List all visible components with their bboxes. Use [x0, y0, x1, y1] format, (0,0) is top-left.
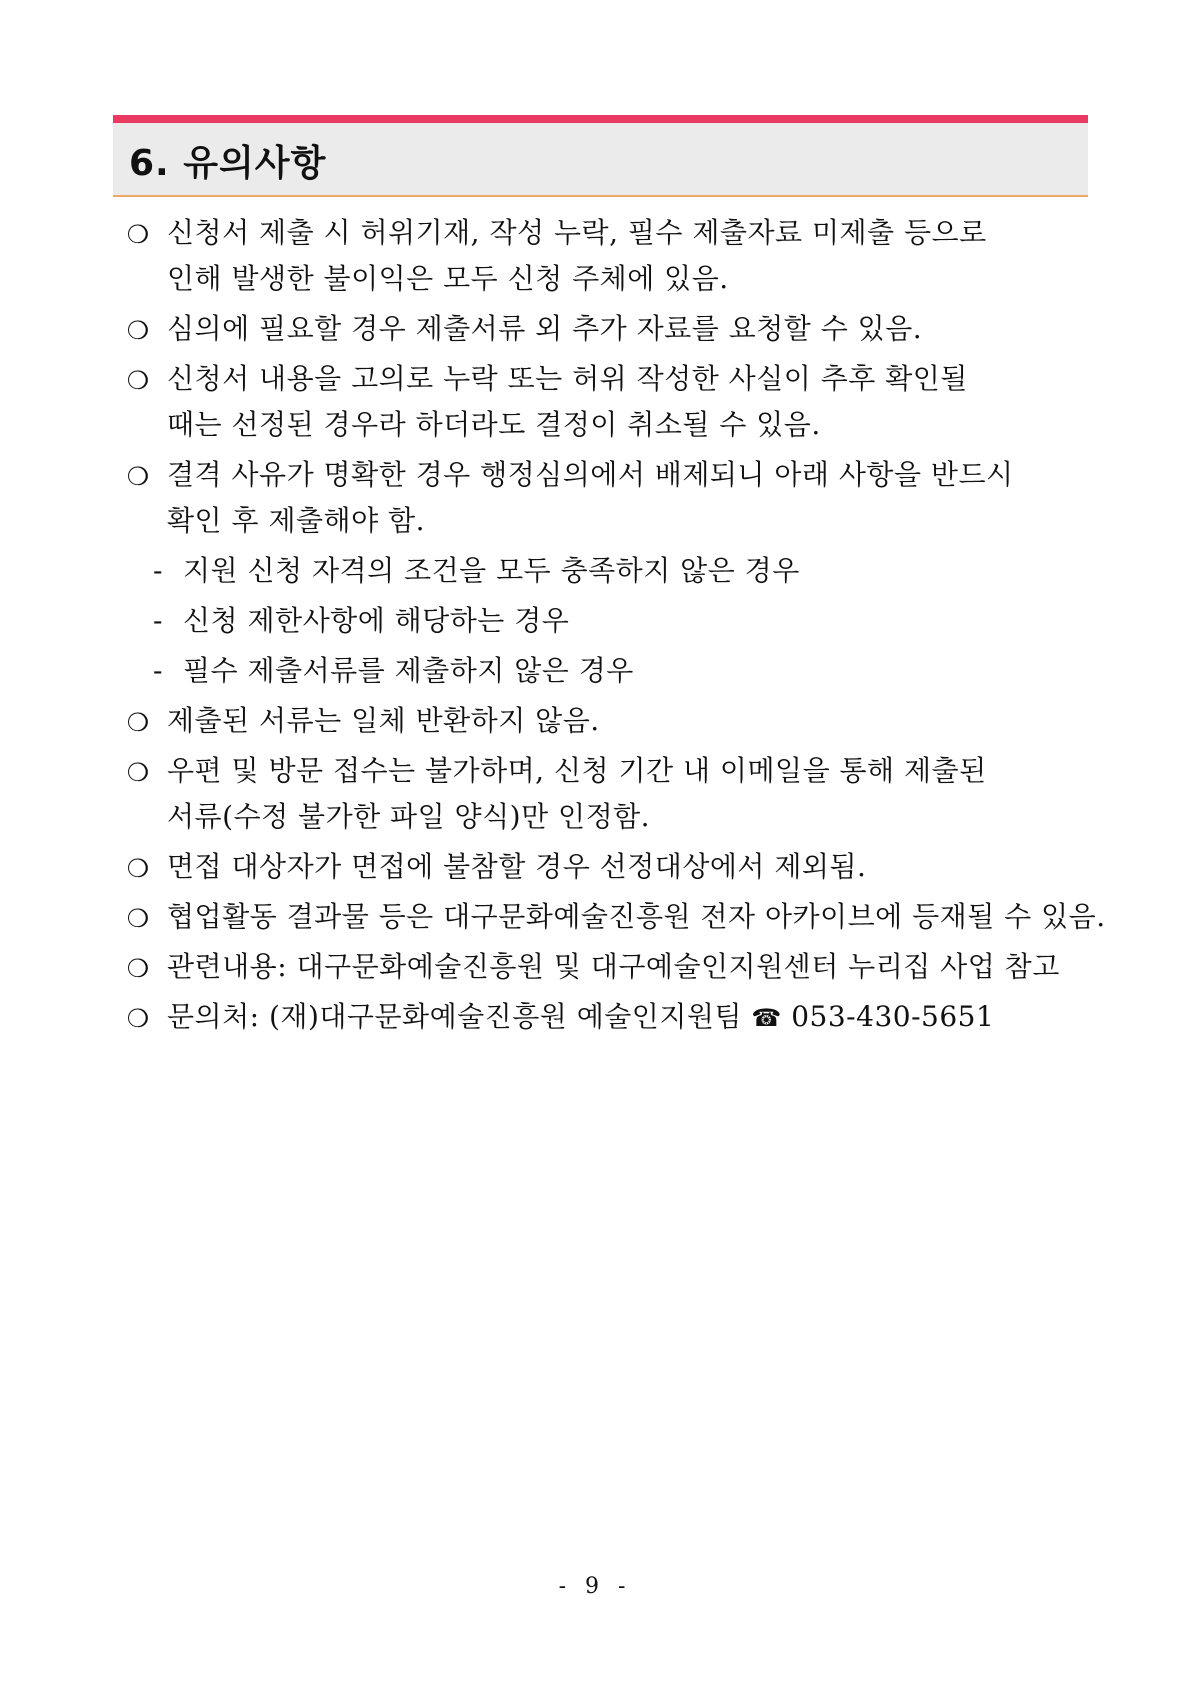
circle-bullet-icon: ❍: [126, 954, 150, 983]
dash-bullet: -: [153, 554, 163, 587]
list-item: [125, 844, 1085, 890]
circle-bullet-icon: ❍: [126, 854, 150, 883]
list-item: [125, 306, 1085, 352]
item-text: 신청서 제출 시 허위기재, 작성 누락, 필수 제출자료 미제출 등으로: [167, 216, 987, 249]
circle-bullet-icon: ❍: [126, 462, 150, 491]
section-title: 6. 유의사항: [129, 143, 327, 184]
circle-bullet-icon: ❍: [126, 220, 150, 249]
page-number: - 9 -: [558, 1574, 632, 1599]
circle-bullet-icon: ❍: [126, 904, 150, 933]
list-item: [125, 944, 1085, 990]
list-item: [125, 452, 1085, 544]
circle-bullet-icon: ❍: [126, 366, 150, 395]
sub-item-text: 지원 신청 자격의 조건을 모두 충족하지 않은 경우: [183, 554, 800, 587]
circle-bullet-icon: ❍: [126, 758, 150, 787]
item-text: 심의에 필요할 경우 제출서류 외 추가 자료를 요청할 수 있음.: [167, 312, 923, 345]
item-text: 면접 대상자가 면접에 불참할 경우 선정대상에서 제외됨.: [167, 850, 867, 883]
item-text: 서류(수정 불가한 파일 양식)만 인정함.: [167, 800, 651, 833]
notice-list: [125, 210, 1106, 1045]
list-item: [125, 210, 1085, 302]
list-item-contact: [125, 994, 1085, 1041]
item-text: 신청서 내용을 고의로 누락 또는 허위 작성한 사실이 추후 확인될: [167, 362, 968, 395]
item-text: 제출된 서류는 일체 반환하지 않음.: [167, 704, 600, 737]
item-text: 협업활동 결과물 등은 대구문화예술진흥원 전자 아카이브에 등재될 수 있음.: [167, 900, 1106, 933]
circle-bullet-icon: ❍: [126, 1004, 150, 1033]
list-item: [125, 356, 1085, 448]
sub-list-item: [125, 648, 1085, 694]
item-text: 관련내용: 대구문화예술진흥원 및 대구예술인지원센터 누리집 사업 참고: [167, 950, 1060, 983]
item-text: 결격 사유가 명확한 경우 행정심의에서 배제되니 아래 사항을 반드시: [167, 458, 1014, 491]
item-text: 확인 후 제출해야 함.: [167, 504, 425, 537]
contact-text: 문의처: (재)대구문화예술진흥원 예술인지원팀: [167, 1000, 742, 1033]
circle-bullet-icon: ❍: [126, 316, 150, 345]
sub-list-item: [125, 548, 1085, 594]
dash-bullet: -: [153, 604, 163, 637]
item-text: 때는 선정된 경우라 하더라도 결정이 취소될 수 있음.: [167, 408, 821, 441]
phone-icon: ☎: [751, 1004, 782, 1032]
circle-bullet-icon: ❍: [126, 708, 150, 737]
list-item: [125, 748, 1085, 840]
section-header: [113, 115, 1088, 197]
sub-item-text: 신청 제한사항에 해당하는 경우: [183, 604, 570, 637]
item-text: 인해 발생한 불이익은 모두 신청 주체에 있음.: [167, 262, 729, 295]
list-item: [125, 894, 1106, 940]
item-text: 우편 및 방문 접수는 불가하며, 신청 기간 내 이메일을 통해 제출된: [167, 754, 987, 787]
list-item: [125, 698, 1085, 744]
sub-list-item: [125, 598, 1085, 644]
contact-line: [125, 994, 1085, 1041]
dash-bullet: -: [153, 654, 163, 687]
sub-item-text: 필수 제출서류를 제출하지 않은 경우: [183, 654, 634, 687]
phone-number: 053-430-5651: [791, 1000, 995, 1033]
